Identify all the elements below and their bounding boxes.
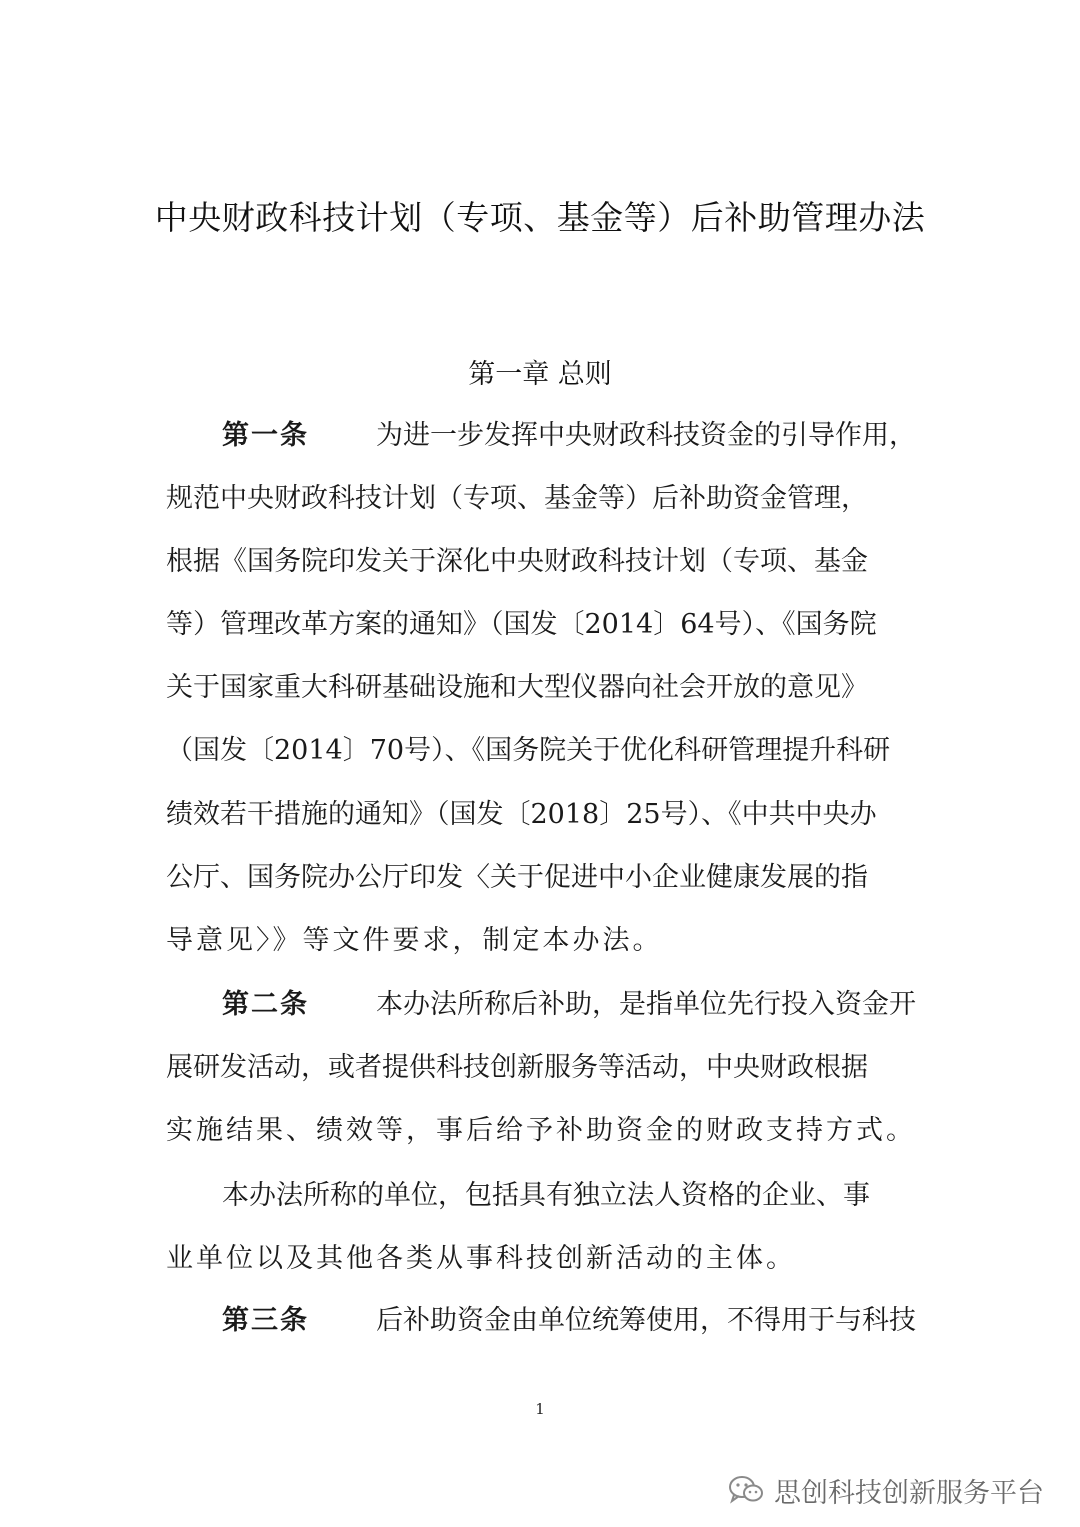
document-title: 中央财政科技计划（专项、基金等）后补助管理办法 xyxy=(154,198,926,237)
article-1-line-6: （国发〔2014〕70号）、《国务院关于优化科研管理提升科研 xyxy=(166,735,891,766)
paragraph-unit-line-2: 业单位以及其他各类从事科技创新活动的主体。 xyxy=(166,1243,796,1274)
article-1-first-line xyxy=(222,416,916,456)
paragraph-unit-line-1: 本办法所称的单位，包括具有独立法人资格的企业、事 xyxy=(222,1180,870,1211)
article-3-line-1: 后补助资金由单位统筹使用，不得用于与科技 xyxy=(376,1305,916,1336)
chapter-heading: 第一章 总则 xyxy=(468,359,612,390)
article-2-line-2: 展研发活动，或者提供科技创新服务等活动，中央财政根据 xyxy=(166,1052,868,1083)
article-1-line-2: 规范中央财政科技计划（专项、基金等）后补助资金管理， xyxy=(166,483,868,514)
article-2-line-3: 实施结果、绩效等，事后给予补助资金的财政支持方式。 xyxy=(166,1115,916,1146)
article-1-line-8: 公厅、国务院办公厅印发〈关于促进中小企业健康发展的指 xyxy=(166,862,868,893)
article-2-line-1: 本办法所称后补助，是指单位先行投入资金开 xyxy=(376,989,916,1020)
page-number: 1 xyxy=(535,1400,545,1418)
article-1-line-9: 导意见〉》等文件要求，制定本办法。 xyxy=(166,925,663,956)
article-2-label: 第二条 xyxy=(222,989,309,1020)
wechat-icon xyxy=(728,1475,764,1505)
article-3-label: 第三条 xyxy=(222,1305,309,1336)
article-3-first-line xyxy=(222,1301,916,1341)
article-1-label: 第一条 xyxy=(222,420,309,451)
article-1-line-3: 根据《国务院印发关于深化中央财政科技计划（专项、基金 xyxy=(166,546,868,577)
article-1-line-4: 等）管理改革方案的通知》（国发〔2014〕64号）、《国务院 xyxy=(166,609,877,640)
article-1-line-1: 为进一步发挥中央财政科技资金的引导作用， xyxy=(376,420,916,451)
article-1-line-5: 关于国家重大科研基础设施和大型仪器向社会开放的意见》 xyxy=(166,672,868,703)
watermark-text: 思创科技创新服务平台 xyxy=(774,1477,1044,1509)
article-2-first-line xyxy=(222,985,916,1025)
watermark xyxy=(728,1470,1044,1510)
article-1-line-7: 绩效若干措施的通知》（国发〔2018〕25号）、《中共中央办 xyxy=(166,799,877,830)
